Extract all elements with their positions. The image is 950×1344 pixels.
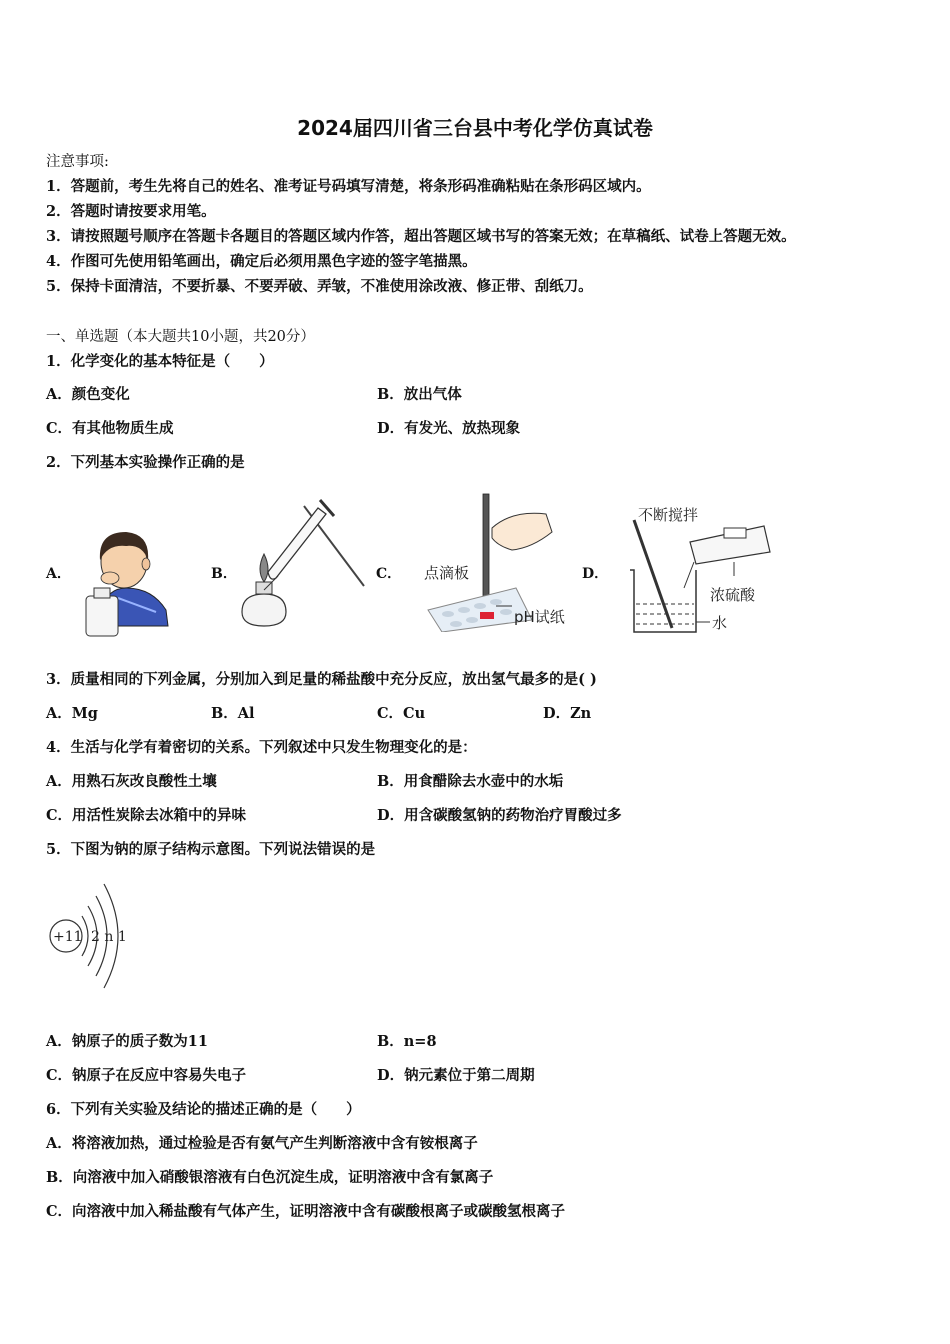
q2-option-b-label: B． [211, 566, 237, 582]
q2-stem: 2．下列基本实验操作正确的是 [46, 454, 245, 471]
q5-stem: 5．下图为钠的原子结构示意图。下列说法错误的是 [46, 841, 376, 858]
q4-option-d: D．用含碳酸氢钠的药物治疗胃酸过多 [377, 807, 622, 824]
q5-option-b: B．n=8 [377, 1033, 437, 1050]
dilution-image [624, 500, 774, 640]
q1-option-a: A．颜色变化 [46, 386, 130, 403]
notice-item-3: 3．请按照题号顺序在答题卡各题目的答题区域内作答，超出答题区域书写的答案无效；在草稿纸、试卷上答题无效。 [46, 228, 796, 245]
q4-option-a: A．用熟石灰改良酸性土壤 [46, 773, 217, 790]
sodium-atom-diagram [44, 876, 144, 996]
q3-stem: 3．质量相同的下列金属，分别加入到足量的稀盐酸中充分反应，放出氢气最多的是( ) [46, 671, 597, 688]
section-heading: 一、单选题（本大题共10小题，共20分） [46, 329, 315, 345]
notice-item-1: 1．答题前，考生先将自己的姓名、准考证号码填写清楚，将条形码准确粘贴在条形码区域内。 [46, 178, 651, 195]
q6-option-a: A．将溶液加热，通过检验是否有氨气产生判断溶液中含有铵根离子 [46, 1135, 478, 1152]
q1-option-b: B．放出气体 [377, 386, 462, 403]
q3-option-d: D．Zn [543, 705, 592, 722]
q6-option-b: B．向溶液中加入硝酸银溶液有白色沉淀生成，证明溶液中含有氯离子 [46, 1169, 494, 1186]
notice-item-4: 4．作图可先使用铅笔画出，确定后必须用黑色字迹的签字笔描黑。 [46, 253, 477, 270]
q3-option-a: A．Mg [46, 705, 98, 722]
q1-stem: 1．化学变化的基本特征是（ ） [46, 353, 274, 370]
q4-option-c: C．用活性炭除去冰箱中的异味 [46, 807, 247, 824]
q3-option-b: B．Al [211, 705, 255, 722]
notice-heading: 注意事项: [46, 154, 109, 170]
acid-label: 浓硫酸 [710, 586, 756, 604]
q6-option-c: C．向溶液中加入稀盐酸有气体产生，证明溶液中含有碳酸根离子或碳酸氢根离子 [46, 1203, 566, 1220]
sniffing-boy-image [78, 520, 174, 640]
q2-option-d-label: D． [582, 566, 609, 582]
q5-option-d: D．钠元素位于第二周期 [377, 1067, 535, 1084]
q1-option-d: D．有发光、放热现象 [377, 420, 521, 437]
page-title: 2024届四川省三台县中考化学仿真试卷 [297, 116, 653, 140]
q2-option-c-label: C． [376, 566, 402, 582]
q1-option-c: C．有其他物质生成 [46, 420, 174, 437]
stir-label: 不断搅拌 [638, 506, 699, 524]
q4-option-b: B．用食醋除去水壶中的水垢 [377, 773, 564, 790]
ph-paper-label: pH试纸 [514, 608, 565, 626]
q5-option-c: C．钠原子在反应中容易失电子 [46, 1067, 247, 1084]
notice-item-5: 5．保持卡面清洁，不要折暴、不要弄破、弄皱，不准使用涂改液、修正带、刮纸刀。 [46, 278, 593, 295]
spot-plate-label: 点滴板 [424, 564, 470, 582]
q2-option-a-label: A． [46, 566, 71, 582]
electron-shells-label: 2 n 1 [91, 929, 127, 945]
water-label: 水 [712, 614, 728, 632]
ph-test-image [420, 492, 570, 632]
nucleus-label: +11 [53, 929, 83, 945]
q6-stem: 6．下列有关实验及结论的描述正确的是（ ） [46, 1101, 361, 1118]
notice-item-2: 2．答题时请按要求用笔。 [46, 203, 216, 220]
q5-option-a: A．钠原子的质子数为11 [46, 1033, 208, 1050]
q3-option-c: C．Cu [377, 705, 426, 722]
q4-stem: 4．生活与化学有着密切的关系。下列叙述中只发生物理变化的是： [46, 739, 477, 756]
test-tube-heating-image [234, 494, 374, 634]
